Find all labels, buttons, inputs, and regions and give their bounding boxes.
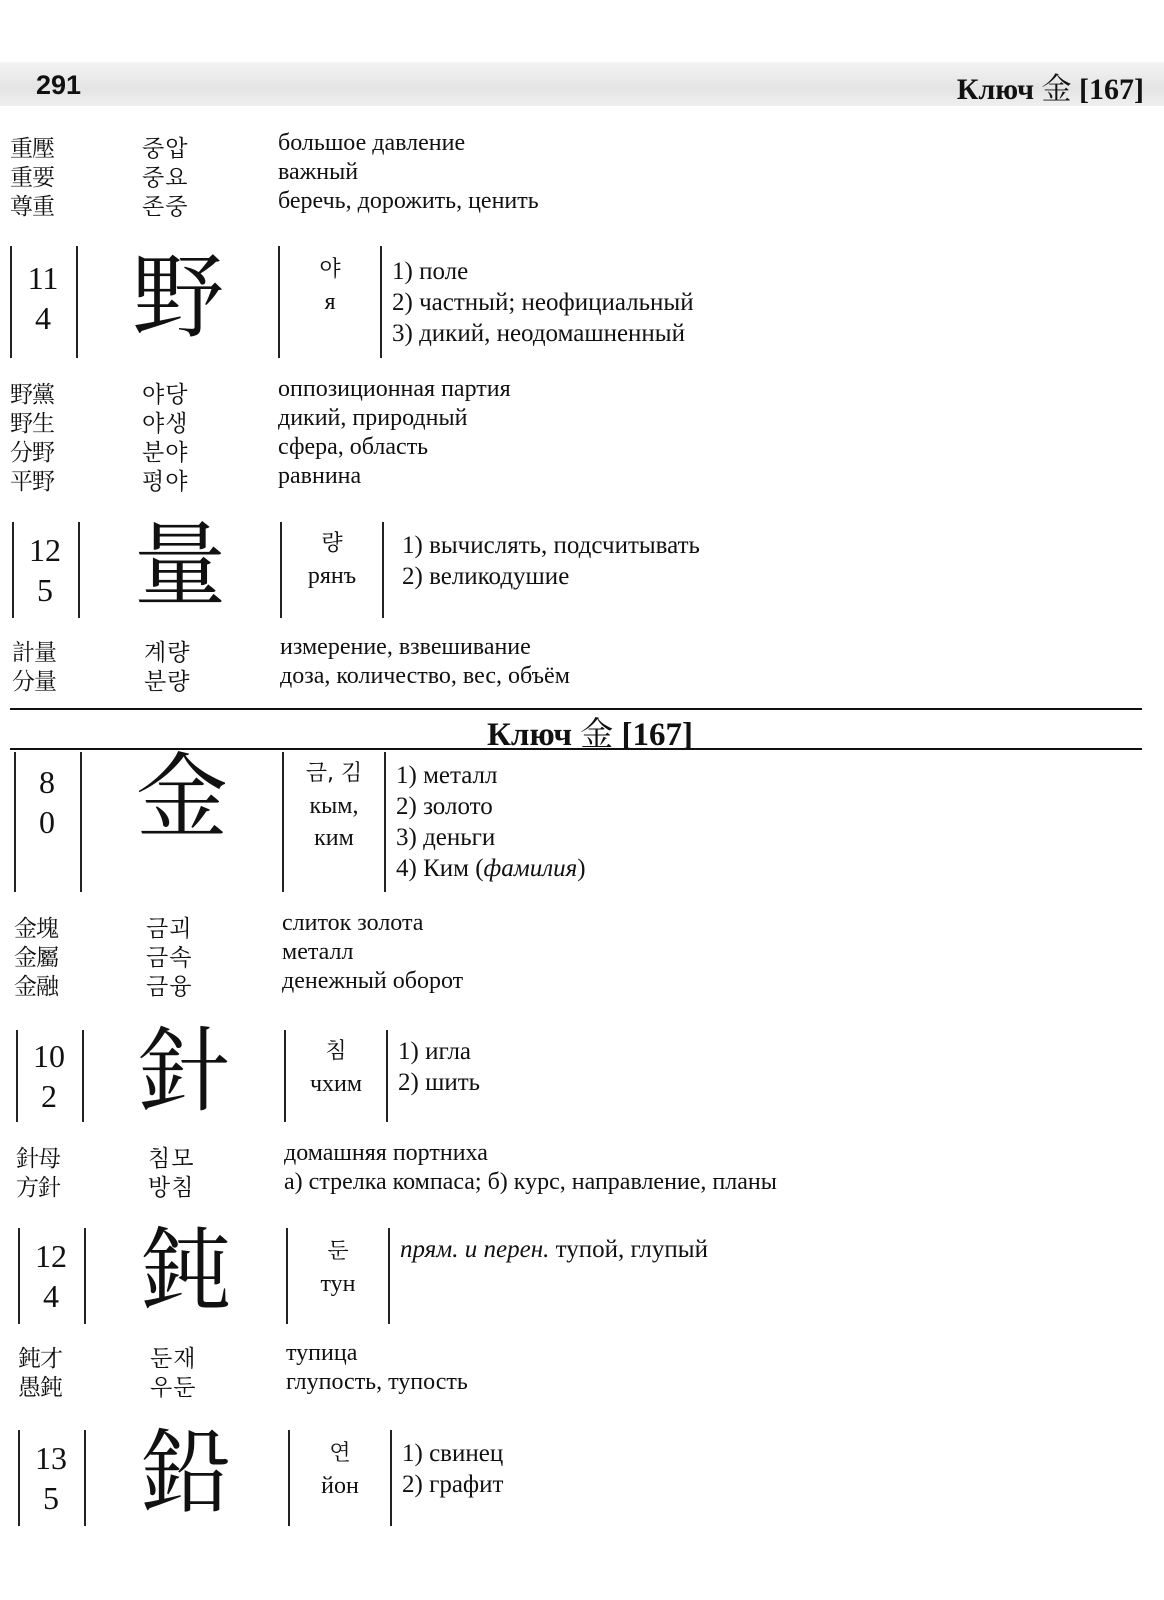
compound-hanja: 方針 [16,1175,60,1201]
compound-meaning: доза, количество, вес, объём [280,663,570,689]
compound-list [18,1340,1148,1401]
definition-item: 1) игла [398,1038,472,1065]
compound-list [12,634,1142,695]
divider [78,522,80,618]
divider [84,1430,86,1526]
headword-character: 量 [134,512,227,619]
definition-text: ) [577,855,586,882]
headword-character: 鈍 [140,1218,233,1325]
divider [384,752,386,892]
character-entry [10,512,1140,619]
definition-item: 2) золото [396,793,493,820]
header-key-num: [167] [1079,73,1144,106]
compound-meaning: важный [278,159,359,185]
compound-row [10,130,1140,162]
compound-korean: 존중 [142,194,189,220]
character-entry [10,1018,1140,1125]
definitions [402,530,700,592]
extra-strokes: 0 [39,804,55,840]
compound-korean: 방침 [148,1175,195,1201]
compound-meaning: дикий, природный [278,405,468,431]
definitions [398,1036,480,1098]
total-strokes: 12 [35,1238,67,1274]
page-number: 291 [36,70,82,100]
compound-list [10,130,1140,220]
compound-korean: 중압 [142,136,189,162]
definition-item: 1) свинец [402,1440,504,1467]
divider [80,752,82,892]
compound-hanja: 平野 [10,469,54,495]
compound-row [12,634,1142,666]
headword-character: 鉛 [140,1420,233,1527]
headword-character: 金 [136,744,229,851]
reading [286,1036,386,1100]
compound-list [14,910,1144,1000]
definition-item: 1) поле [392,258,469,285]
reading-russian: йон [321,1473,359,1499]
compound-hanja: 針母 [16,1146,60,1172]
stroke-counts [17,762,77,842]
extra-strokes: 5 [37,572,53,608]
compound-korean: 금속 [146,945,193,971]
compound-row [16,1169,1146,1201]
definitions [400,1234,708,1265]
compound-row [18,1340,1148,1372]
compound-meaning: глупость, тупость [286,1369,468,1395]
definition-item: 3) деньги [396,824,496,851]
stroke-counts [21,1236,81,1316]
compound-meaning: металл [282,939,354,965]
compound-row [10,405,1140,437]
definitions [392,256,694,349]
compound-list [16,1140,1146,1201]
reading-korean: 연 [329,1441,351,1466]
definition-item: 2) великодушие [402,563,570,590]
compound-meaning: беречь, дорожить, ценить [278,188,539,214]
compound-list [10,376,1140,495]
compound-korean: 금괴 [146,916,193,942]
stroke-counts [15,530,75,610]
compound-korean: 계량 [144,640,191,666]
header-key-word: Ключ [956,73,1035,106]
divider [388,1228,390,1324]
stroke-counts [19,1036,79,1116]
divider [14,752,16,892]
section-key-char: 金 [580,714,614,753]
compound-korean: 야생 [142,411,189,437]
compound-row [14,968,1144,1000]
definitions [396,760,586,884]
definition-text: 4) Ким ( [396,855,484,882]
compound-korean: 평야 [142,469,189,495]
compound-row [10,159,1140,191]
total-strokes: 12 [29,532,61,568]
compound-row [10,434,1140,466]
reading-russian: кым, [309,793,359,819]
usage-note: прям. и перен. [400,1236,550,1263]
compound-korean: 침모 [148,1146,195,1172]
reading-russian: я [324,289,336,315]
definitions [402,1438,503,1500]
reading [280,254,380,318]
character-entry [10,246,1140,358]
compound-meaning: денежный оборот [282,968,464,994]
divider [380,246,382,358]
compound-hanja: 鈍才 [18,1346,62,1372]
compound-row [14,939,1144,971]
divider [16,1030,18,1122]
divider [18,1228,20,1324]
compound-korean: 야당 [142,382,189,408]
compound-meaning: тупица [286,1340,358,1366]
reading-russian: рянъ [307,563,357,589]
compound-meaning: а) стрелка компаса; б) курс, направление, планы [284,1169,777,1195]
section-key-num: [167] [621,717,693,753]
compound-meaning: измерение, взвешивание [280,634,531,660]
reading-korean: 침 [325,1039,347,1064]
compound-row [16,1140,1146,1172]
divider [18,1430,20,1526]
compound-row [18,1369,1148,1401]
headword-character: 野 [132,244,225,351]
reading-korean: 야 [319,257,341,282]
stroke-counts [13,258,73,338]
compound-korean: 우둔 [150,1375,197,1401]
divider [382,522,384,618]
character-entry [10,744,1140,892]
character-entry [10,1420,1140,1527]
extra-strokes: 4 [35,300,51,336]
definition-item: 2) графит [402,1471,504,1498]
compound-korean: 분야 [142,440,189,466]
compound-meaning: равнина [278,463,362,489]
definition-item: 3) дикий, неодомашненный [392,320,685,347]
compound-meaning: большое давление [278,130,466,156]
compound-row [12,663,1142,695]
compound-korean: 중요 [142,165,189,191]
reading-korean: 량 [321,531,343,556]
extra-strokes: 5 [43,1480,59,1516]
divider [76,246,78,358]
definition-text: тупой, глупый [549,1236,708,1263]
divider [82,1030,84,1122]
compound-row [14,910,1144,942]
total-strokes: 8 [39,764,55,800]
compound-hanja: 金融 [14,974,58,1000]
total-strokes: 11 [27,260,59,296]
compound-hanja: 野生 [10,411,54,437]
compound-hanja: 計量 [12,640,56,666]
compound-hanja: 尊重 [10,194,54,220]
compound-row [10,376,1140,408]
total-strokes: 10 [33,1038,65,1074]
divider [10,246,12,358]
definition-note: фамилия [483,855,578,882]
compound-hanja: 金塊 [14,916,58,942]
compound-korean: 금융 [146,974,193,1000]
compound-row [10,463,1140,495]
definition-item [400,1234,708,1265]
compound-hanja: 愚鈍 [18,1375,62,1401]
stroke-counts [21,1438,81,1518]
compound-hanja: 重要 [10,165,54,191]
compound-korean: 둔재 [150,1346,197,1372]
divider [12,522,14,618]
definition-item: 1) вычислять, подсчитывать [402,532,700,559]
compound-hanja: 分野 [10,440,54,466]
compound-meaning: домашняя портниха [284,1140,488,1166]
divider [390,1430,392,1526]
compound-hanja: 金屬 [14,945,58,971]
reading-korean: 금, 김 [305,761,363,786]
extra-strokes: 4 [43,1278,59,1314]
character-entry [10,1218,1140,1325]
reading [284,758,384,854]
compound-korean: 분량 [144,669,191,695]
compound-meaning: сфера, область [278,434,429,460]
header-key-char: 金 [1041,72,1072,107]
divider [386,1030,388,1122]
reading [282,528,382,592]
reading-korean: 둔 [327,1239,349,1264]
definition-item: 1) металл [396,762,498,789]
definition-item: 2) шить [398,1069,481,1096]
reading [290,1438,390,1502]
reading-russian: ким [314,825,354,851]
reading-russian: тун [320,1271,356,1297]
reading [288,1236,388,1300]
reading-russian: чхим [309,1071,363,1097]
definition-item [396,853,586,884]
compound-row [10,188,1140,220]
definition-item: 2) частный; неофициальный [392,289,694,316]
header-key-title [957,64,1144,108]
page-header [0,62,1164,106]
compound-meaning: оппозиционная партия [278,376,511,402]
compound-hanja: 重壓 [10,136,54,162]
compound-hanja: 野黨 [10,382,54,408]
headword-character: 針 [138,1018,231,1125]
total-strokes: 13 [35,1440,67,1476]
divider [84,1228,86,1324]
section-key-word: Ключ [487,717,573,753]
compound-hanja: 分量 [12,669,56,695]
compound-meaning: слиток золота [282,910,424,936]
extra-strokes: 2 [41,1078,57,1114]
